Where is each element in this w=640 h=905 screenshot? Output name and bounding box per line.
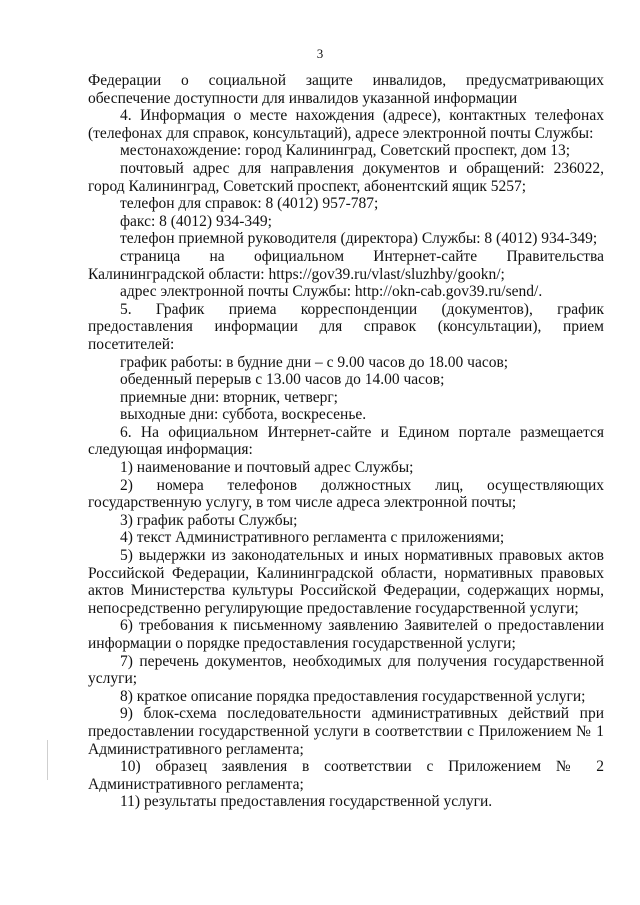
- paragraph-location: местонахождение: город Калининград, Советский проспект, дом 13;: [120, 142, 571, 160]
- list-item-2: 2) номера телефонов должностных лиц, осуществляющих государственную услугу, в том числе адреса электронной почты;: [88, 476, 604, 512]
- paragraph-phone: телефон для справок: 8 (4012) 957-787;: [120, 195, 379, 213]
- page-number: 3: [316, 46, 324, 61]
- paragraph-item-6: 6. На официальном Интернет-сайте и Едином портале размещается следующая информация:: [88, 423, 604, 459]
- list-item-9: 9) блок-схема последовательности административных действий при предоставлении государственной услуги в соответствии с Приложением № 1 Административного регламента;: [88, 705, 604, 758]
- list-item-5: 5) выдержки из законодательных и иных нормативных правовых актов Российской Федерации, Калининградской области, нормативных правовых актов Министерства культуры Российской Федерации, содержащих нормы, непосредственно регулирующие предоставление государственной услуги;: [88, 547, 604, 617]
- list-item-7: 7) перечень документов, необходимых для получения государственной услуги;: [88, 652, 604, 688]
- paragraph-postal-address: почтовый адрес для направления документов и обращений: 236022, город Калининград, Советский проспект, абонентский ящик 5257;: [88, 159, 604, 195]
- list-item-3: 3) график работы Службы;: [120, 511, 298, 529]
- list-item-10: 10) образец заявления в соответствии с Приложением № 2 Административного регламента;: [88, 758, 604, 793]
- list-item-6: 6) требования к письменному заявлению Заявителей о предоставлении информации о порядке предоставления государственной услуги;: [88, 617, 604, 652]
- paragraph-item-4: 4. Информация о месте нахождения (адресе), контактных телефонах (телефонах для справок, консультаций), адресе электронной почты Службы:: [88, 107, 604, 142]
- paragraph-email: адрес электронной почты Службы: http://okn-cab.gov39.ru/send/.: [120, 283, 543, 301]
- paragraph-reception-days: приемные дни: вторник, четверг;: [120, 388, 338, 406]
- paragraph-days-off: выходные дни: суббота, воскресенье.: [120, 406, 367, 424]
- list-item-1: 1) наименование и почтовый адрес Службы;: [120, 459, 414, 477]
- paragraph-continuation: Федерации о социальной защите инвалидов, предусматривающих обеспечение доступности для инвалидов указанной информации: [88, 72, 604, 107]
- scan-edge-mark: [47, 740, 48, 780]
- document-body: [88, 72, 604, 811]
- list-item-11: 11) результаты предоставления государственной услуги.: [120, 793, 493, 811]
- paragraph-work-hours: график работы: в будние дни – с 9.00 часов до 18.00 часов;: [120, 353, 509, 371]
- list-item-8: 8) краткое описание порядка предоставления государственной услуги;: [120, 687, 586, 705]
- paragraph-lunch-break: обеденный перерыв с 13.00 часов до 14.00 часов;: [120, 371, 445, 389]
- list-item-4: 4) текст Административного регламента с приложениями;: [120, 529, 505, 547]
- paragraph-item-5: 5. График приема корреспонденции (документов), график предоставления информации для справок (консультации), прием посетителей:: [88, 300, 604, 353]
- paragraph-website: страница на официальном Интернет-сайте Правительства Калининградской области: https://gov39.ru/vlast/sluzhby/gookn/;: [88, 247, 604, 283]
- paragraph-reception-phone: телефон приемной руководителя (директора) Службы: 8 (4012) 934-349;: [120, 230, 598, 248]
- paragraph-fax: факс: 8 (4012) 934-349;: [120, 212, 272, 230]
